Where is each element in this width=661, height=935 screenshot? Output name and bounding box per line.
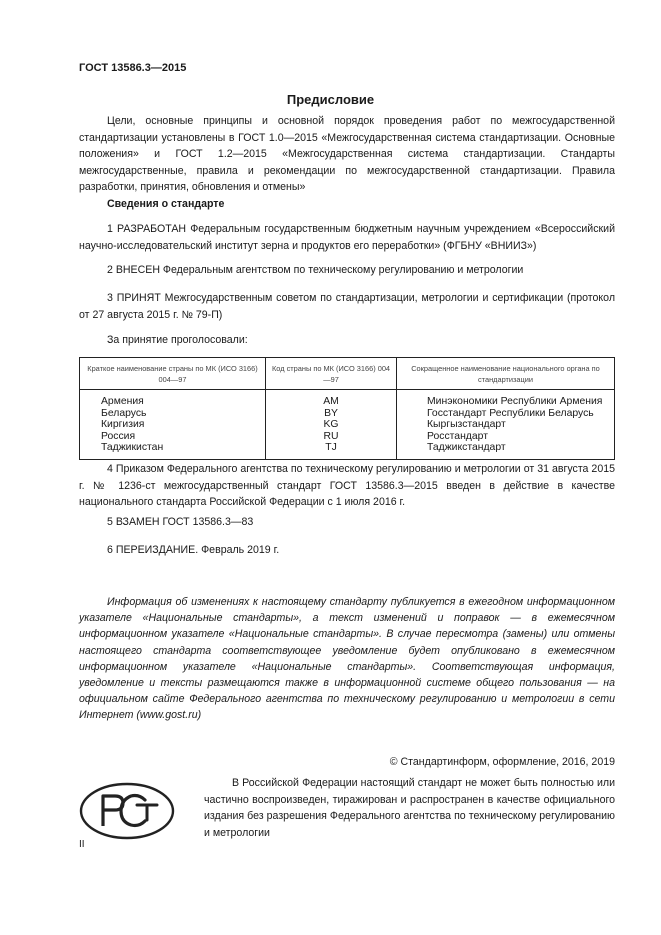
votes-label: За принятие проголосовали:	[107, 334, 248, 346]
gost-r-certification-mark-icon	[79, 782, 175, 845]
table-row	[80, 431, 615, 443]
table-cell-code: BY	[266, 408, 397, 420]
logo-text: РСТ	[79, 782, 81, 783]
votes-table	[79, 357, 615, 460]
table-row	[80, 419, 615, 431]
item-developed: 1 РАЗРАБОТАН Федеральным государственным бюджетным научным учреждением «Всероссийский научно-исследовательский институт зерна и продуктов его переработки» (ФГБНУ «ВНИИЗ»)	[79, 223, 615, 252]
table-row	[80, 390, 615, 408]
table-row	[80, 442, 615, 459]
table-cell-code: RU	[266, 431, 397, 443]
table-cell-country: Таджикистан	[80, 442, 266, 459]
item-order: 4 Приказом Федерального агентства по техническому регулированию и метрологии от 31 августа 2015 г. № 1236-ст межгосударственный стандарт ГОСТ 13586.3—2015 введен в действие в качестве национального стандарта Российской Федерации с 1 июля 2016 г.	[79, 463, 615, 508]
page-number: II	[79, 839, 85, 850]
table-cell-code: KG	[266, 419, 397, 431]
table-row	[80, 408, 615, 420]
table-header-code: Код страны по МК (ИСО 3166) 004—97	[266, 358, 397, 390]
table-cell-body: Минэкономики Республики Армения	[397, 390, 615, 408]
table-cell-body: Госстандарт Республики Беларусь	[397, 408, 615, 420]
item-adopted: 3 ПРИНЯТ Межгосударственным советом по стандартизации, метрологии и сертификации (протокол от 27 августа 2015 г. № 79-П)	[79, 292, 615, 321]
item-introduced: 2 ВНЕСЕН Федеральным агентством по техническому регулированию и метрологии	[107, 264, 524, 276]
table-cell-body: Таджикстандарт	[397, 442, 615, 459]
page-title: Предисловие	[286, 92, 375, 107]
table-cell-body: Росстандарт	[397, 431, 615, 443]
table-cell-code: TJ	[266, 442, 397, 459]
document-code: ГОСТ 13586.3—2015	[79, 62, 187, 74]
table-cell-country: Киргизия	[80, 419, 266, 431]
changes-information-notice: Информация об изменениях к настоящему стандарту публикуется в ежегодном информационном указателе «Национальные стандарты», а текст изменений и поправок — в ежемесячном информационном указателе «Национальные стандарты». В случае пересмотра (замены) или отмены настоящего стандарта соответствующее уведомление будет опубликовано в ежемесячном информационном указателе «Национальные стандарты». Соответствующая информация, уведомление и тексты размещаются также в информационной системе общего пользования — на официальном сайте Федерального агентства по техническому регулированию и метрологии в сети Интернет (www.gost.ru)	[79, 596, 615, 722]
table-cell-country: Россия	[80, 431, 266, 443]
table-header-row	[80, 358, 615, 390]
table-cell-country: Беларусь	[80, 408, 266, 420]
item-replaces: 5 ВЗАМЕН ГОСТ 13586.3—83	[107, 516, 254, 528]
reproduction-notice: В Российской Федерации настоящий стандарт не может быть полностью или частично воспроизведен, тиражирован и распространен в качестве официального издания без разрешения Федерального агентства по техническому регулированию и метрологии	[204, 777, 615, 839]
copyright-line: © Стандартинформ, оформление, 2016, 2019	[389, 756, 615, 768]
table-cell-body: Кыргызстандарт	[397, 419, 615, 431]
intro-paragraph: Цели, основные принципы и основной порядок проведения работ по межгосударственной стандартизации установлены в ГОСТ 1.0—2015 «Межгосударственная система стандартизации. Основные положения» и ГОСТ 1.2—2015 «Межгосударственная система стандартизации. Стандарты межгосударственные, правила и рекомендации по межгосударственной стандартизации. Правила разработки, принятия, обновления и отмены»	[79, 115, 615, 193]
table-cell-country: Армения	[80, 390, 266, 408]
item-reissue: 6 ПЕРЕИЗДАНИЕ. Февраль 2019 г.	[107, 544, 280, 556]
table-header-body: Сокращенное наименование национального органа по стандартизации	[397, 358, 615, 390]
table-header-country: Краткое наименование страны по МК (ИСО 3166) 004—97	[80, 358, 266, 390]
section-heading: Сведения о стандарте	[107, 198, 225, 210]
table-cell-code: AM	[266, 390, 397, 408]
